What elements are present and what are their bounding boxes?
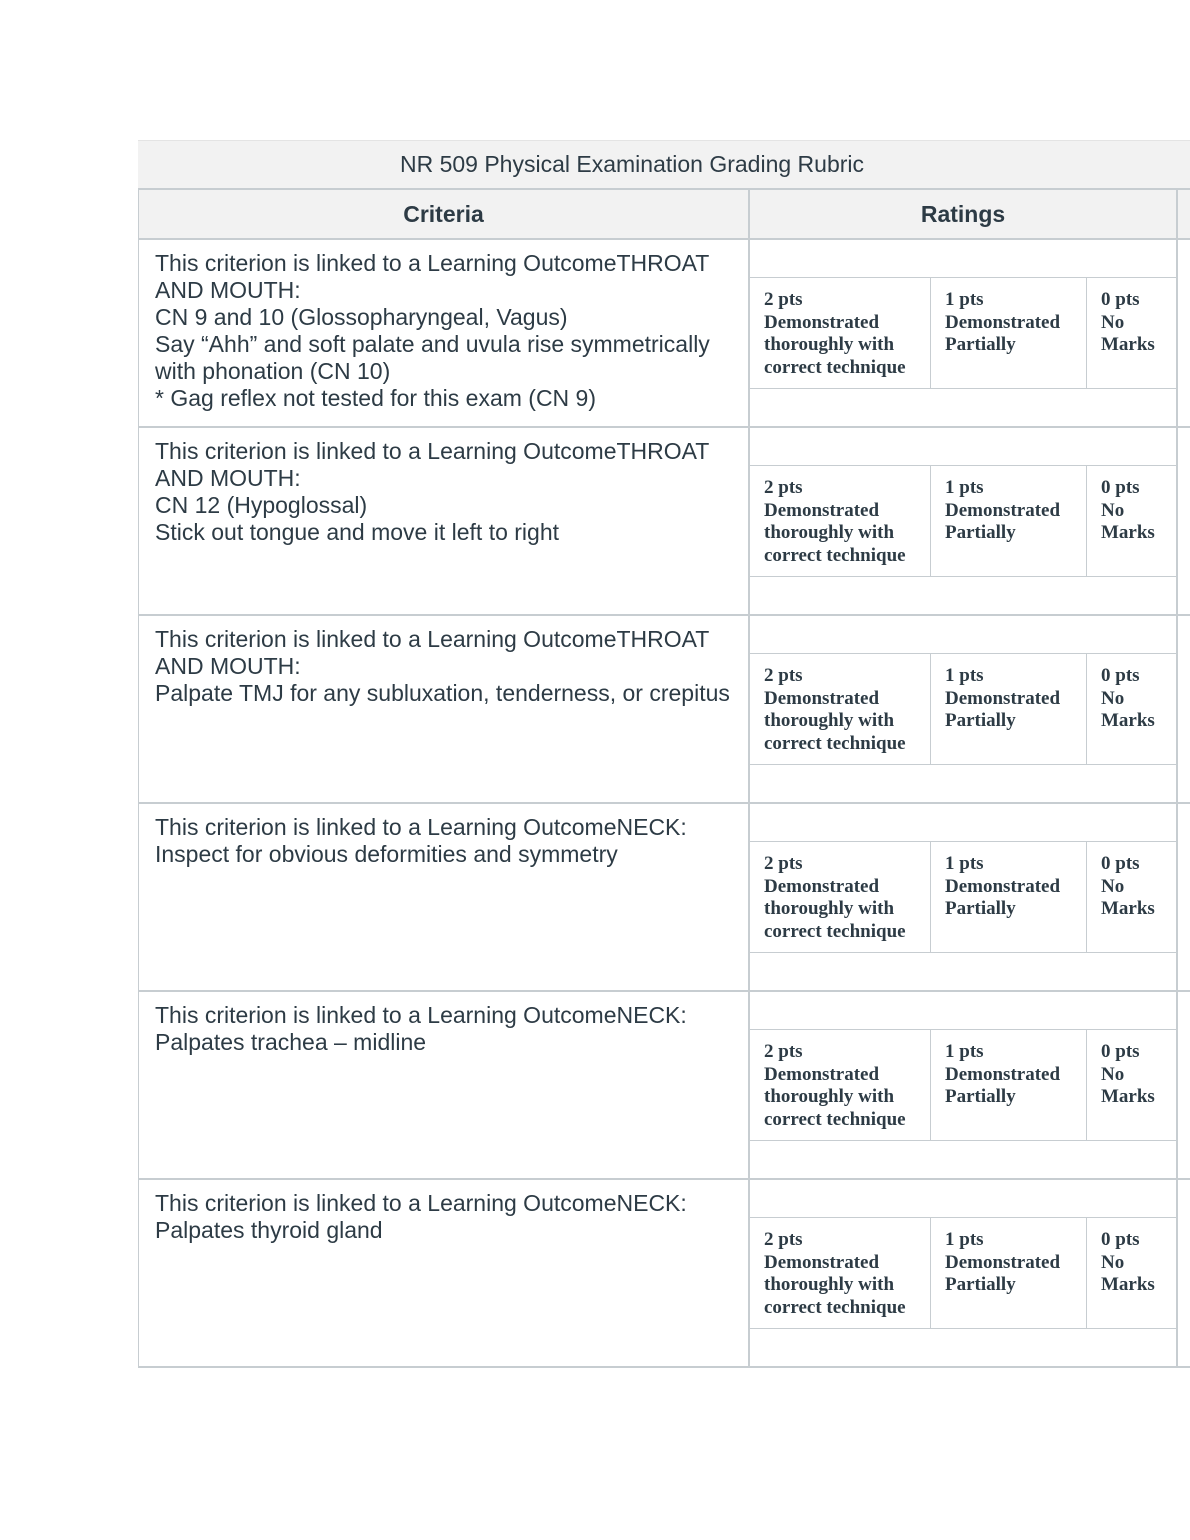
- rating-option: [931, 1030, 1087, 1140]
- criterion-row: [138, 802, 1190, 990]
- criterion-row: [138, 1178, 1190, 1368]
- rating-points: 2 pts: [764, 1041, 803, 1062]
- criterion-text: This criterion is linked to a Learning OutcomeNECK: Inspect for obvious deformities and symmetry: [155, 814, 687, 867]
- rating-points: 1 pts: [945, 1041, 984, 1062]
- rating-description: No Marks: [1101, 875, 1155, 919]
- ratings-cell: [750, 1180, 1178, 1366]
- rating-points: 0 pts: [1101, 289, 1140, 310]
- criterion-text: This criterion is linked to a Learning OutcomeNECK: Palpates trachea – midline: [155, 1002, 687, 1055]
- rating-option: [931, 278, 1087, 388]
- rating-option: [1087, 654, 1178, 764]
- rating-description: Demonstrated Partially: [945, 1063, 1061, 1107]
- criterion-row: [138, 426, 1190, 614]
- rating-description: No Marks: [1101, 1063, 1155, 1107]
- rubric-title: NR 509 Physical Examination Grading Rubric: [399, 151, 865, 177]
- ratings-cell: [750, 428, 1178, 614]
- criteria-header: Criteria: [139, 190, 750, 238]
- table-header: [138, 188, 1190, 240]
- ratings-header: Ratings: [750, 190, 1178, 238]
- rating-description: Demonstrated thoroughly with correct technique: [764, 875, 906, 942]
- ratings-group: [750, 465, 1178, 577]
- rating-points: 1 pts: [945, 665, 984, 686]
- rating-option: [931, 466, 1087, 576]
- rubric-table: [138, 140, 1190, 1368]
- rating-option: [931, 842, 1087, 952]
- ratings-cell: [750, 240, 1178, 426]
- criterion-text: This criterion is linked to a Learning OutcomeTHROAT AND MOUTH: CN 9 and 10 (Glossopharyngeal, Vagus) Say “Ahh” and soft palate and uvula rise symmetrically with phonation (CN 10) * Gag reflex not tested for this exam (CN 9): [155, 250, 710, 411]
- ratings-cell: [750, 616, 1178, 802]
- rating-points: 1 pts: [945, 289, 984, 310]
- criterion-row: [138, 990, 1190, 1178]
- criterion-cell: [139, 616, 750, 802]
- rating-description: Demonstrated thoroughly with correct technique: [764, 311, 906, 378]
- criterion-cell: [139, 1180, 750, 1366]
- rubric-title-bar: [138, 140, 1190, 188]
- rating-points: 2 pts: [764, 853, 803, 874]
- criterion-row: [138, 240, 1190, 426]
- rating-option: [1087, 466, 1178, 576]
- rating-points: 0 pts: [1101, 665, 1140, 686]
- rating-option: [750, 654, 931, 764]
- criterion-text: This criterion is linked to a Learning OutcomeNECK: Palpates thyroid gland: [155, 1190, 687, 1243]
- ratings-group: [750, 841, 1178, 953]
- ratings-group: [750, 1217, 1178, 1329]
- rating-option: [1087, 842, 1178, 952]
- criteria-rows: [138, 240, 1190, 1368]
- rating-option: [1087, 1030, 1178, 1140]
- criterion-text: This criterion is linked to a Learning OutcomeTHROAT AND MOUTH: CN 12 (Hypoglossal) Stick out tongue and move it left to right: [155, 438, 709, 545]
- criterion-row: [138, 614, 1190, 802]
- rating-option: [1087, 278, 1178, 388]
- criterion-cell: [139, 428, 750, 614]
- criterion-text: This criterion is linked to a Learning OutcomeTHROAT AND MOUTH: Palpate TMJ for any subluxation, tenderness, or crepitus: [155, 626, 730, 706]
- rating-description: No Marks: [1101, 1251, 1155, 1295]
- criterion-cell: [139, 992, 750, 1178]
- rating-points: 0 pts: [1101, 1229, 1140, 1250]
- ratings-group: [750, 277, 1178, 389]
- rating-option: [1087, 1218, 1178, 1328]
- rating-points: 0 pts: [1101, 477, 1140, 498]
- ratings-cell: [750, 992, 1178, 1178]
- ratings-group: [750, 653, 1178, 765]
- criterion-cell: [139, 804, 750, 990]
- rating-points: 1 pts: [945, 477, 984, 498]
- rating-option: [750, 842, 931, 952]
- rating-description: Demonstrated thoroughly with correct technique: [764, 1063, 906, 1130]
- rating-option: [931, 654, 1087, 764]
- rating-description: No Marks: [1101, 311, 1155, 355]
- rating-points: 2 pts: [764, 665, 803, 686]
- rating-description: Demonstrated Partially: [945, 311, 1061, 355]
- rating-description: Demonstrated Partially: [945, 1251, 1061, 1295]
- ratings-group: [750, 1029, 1178, 1141]
- criterion-cell: [139, 240, 750, 426]
- rating-points: 0 pts: [1101, 853, 1140, 874]
- rating-description: Demonstrated thoroughly with correct technique: [764, 687, 906, 754]
- rating-points: 1 pts: [945, 853, 984, 874]
- rating-description: Demonstrated thoroughly with correct technique: [764, 1251, 906, 1318]
- rating-points: 1 pts: [945, 1229, 984, 1250]
- rating-description: No Marks: [1101, 687, 1155, 731]
- rating-description: Demonstrated thoroughly with correct technique: [764, 499, 906, 566]
- rating-description: Demonstrated Partially: [945, 875, 1061, 919]
- rating-points: 2 pts: [764, 1229, 803, 1250]
- rating-points: 0 pts: [1101, 1041, 1140, 1062]
- rating-description: No Marks: [1101, 499, 1155, 543]
- rating-option: [750, 278, 931, 388]
- rating-points: 2 pts: [764, 477, 803, 498]
- rating-option: [750, 1030, 931, 1140]
- rating-option: [931, 1218, 1087, 1328]
- rating-points: 2 pts: [764, 289, 803, 310]
- rating-option: [750, 1218, 931, 1328]
- rating-option: [750, 466, 931, 576]
- rating-description: Demonstrated Partially: [945, 687, 1061, 731]
- ratings-cell: [750, 804, 1178, 990]
- rating-description: Demonstrated Partially: [945, 499, 1061, 543]
